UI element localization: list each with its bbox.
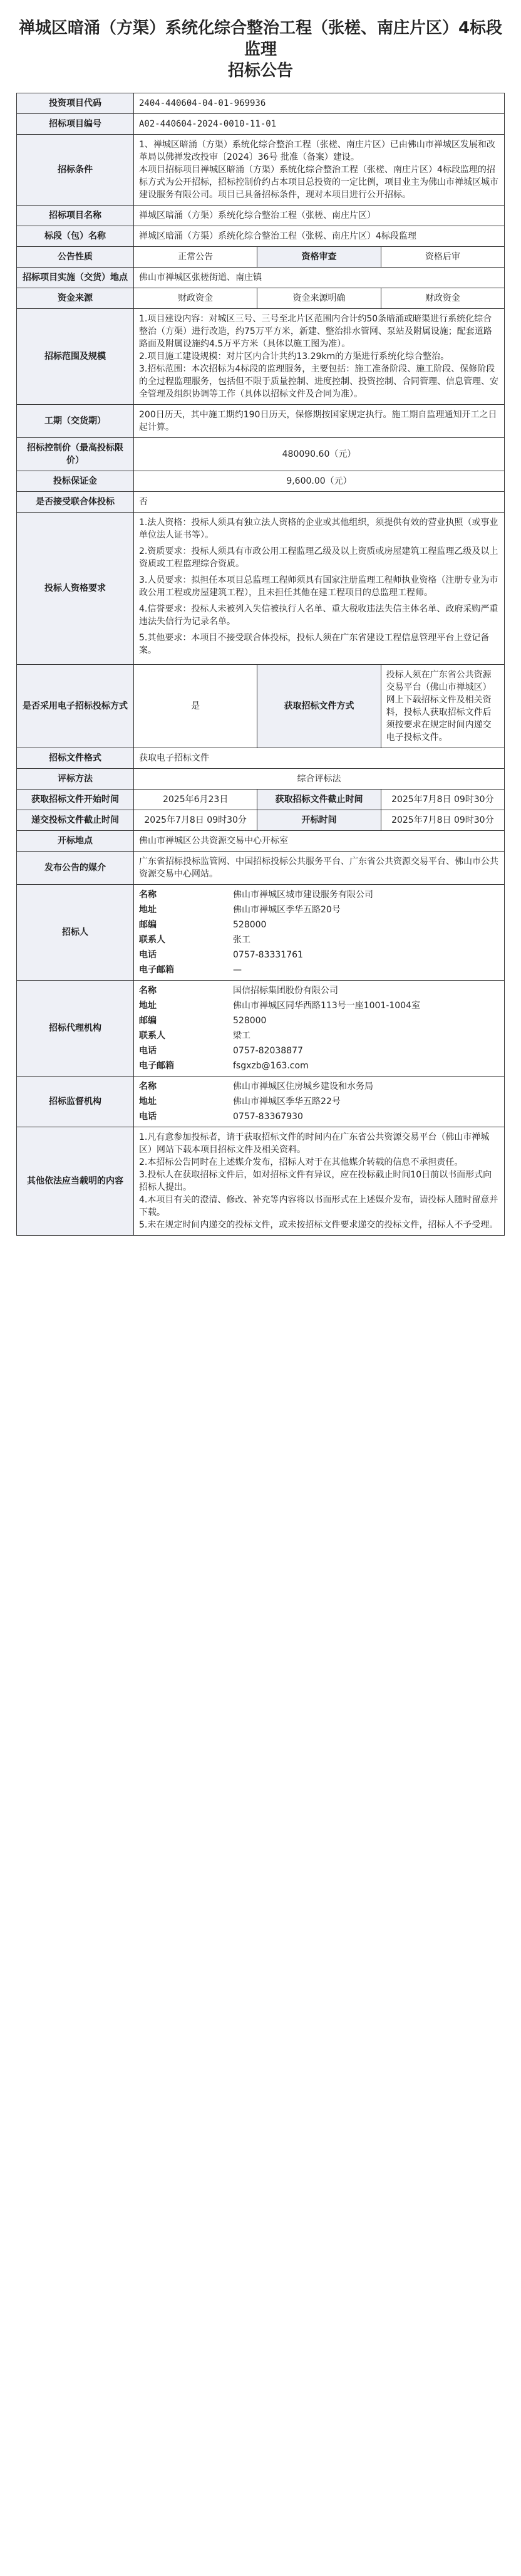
value-notice-type: 正常公告 — [134, 247, 257, 268]
label-electronic: 是否采用电子招标投标方式 — [17, 665, 134, 748]
label-doc-format: 招标文件格式 — [17, 748, 134, 769]
label-opening-location: 开标地点 — [17, 831, 134, 852]
label-bidder-requirements: 投标人资格要求 — [17, 513, 134, 665]
label-project-code: 投资项目代码 — [17, 93, 134, 114]
tenderer-address: 佛山市禅城区季华五路20号 — [233, 905, 341, 915]
value-consortium: 否 — [134, 492, 505, 513]
notice-title-line2: 招标公告 — [227, 61, 293, 80]
notice-page — [16, 0, 505, 1236]
supervision-address: 佛山市禅城区季华五路22号 — [233, 1097, 341, 1107]
value-opening-time: 2025年7月8日 09时30分 — [381, 810, 504, 831]
tenderer-block: 名称 佛山市禅城区城市建设服务有限公司 地址 佛山市禅城区季华五路20号 邮编 528000 联系人 张工 电话 0757-83331761 电子邮箱 — — [134, 885, 505, 981]
supervision-phone: 0757-83367930 — [233, 1112, 303, 1122]
label-deposit: 投标保证金 — [17, 471, 134, 492]
value-fund-source-1: 财政资金 — [134, 288, 257, 309]
value-submission: 2025年7月8日 09时30分 — [134, 810, 257, 831]
tenderer-email: — — [233, 965, 242, 975]
bidder-requirement-item: 5.其他要求：本项目不接受联合体投标，投标人须在广东省建设工程信息管理平台上登记备案。 — [139, 633, 490, 655]
label-tender-location: 招标项目实施（交货）地点 — [17, 268, 134, 288]
value-other: 1.凡有意参加投标者，请于获取招标文件的时间内在广东省公共资源交易平台（佛山市禅城区）网站下载本项目招标文件及相关资料。 2.本招标公告同时在上述媒介发布，招标人对于在其他媒介转载的信息不承担责任。 3.投标人在获取招标文件后，如对招标文件有异议，应在投标截止时间10日前以书面形式向招标人提出。 4.本项目有关的澄清、修改、补充等内容将以书面形式在上述媒介发布，请投标人随时留意并下载。 5.未在规定时间内递交的投标文件，或未按招标文件要求递交的投标文件，招标人不予受理。 — [134, 1127, 505, 1236]
value-tender-code: A02-440604-2024-0010-11-01 — [134, 114, 505, 135]
value-doc-access: 投标人须在广东省公共资源交易平台（佛山市禅城区）网上下载招标文件及相关资料，投标人获取招标文件后须按要求在规定时间内递交电子投标文件。 — [381, 665, 504, 748]
agency-block: 名称 国信招标集团股份有限公司 地址 佛山市禅城区同华西路113号一座1001-1004室 邮编 528000 联系人 梁工 电话 0757-82038877 电子邮箱 fsgxzb@163.com — [134, 981, 505, 1077]
label-doc-access: 获取招标文件方式 — [257, 665, 381, 748]
label-notice-type: 公告性质 — [17, 247, 134, 268]
value-electronic: 是 — [134, 665, 257, 748]
agency-email: fsgxzb@163.com — [233, 1061, 309, 1071]
label-other: 其他依法应当载明的内容 — [17, 1127, 134, 1236]
label-doc-start: 获取招标文件开始时间 — [17, 790, 134, 810]
label-scope: 招标范围及规模 — [17, 309, 134, 405]
agency-postcode: 528000 — [233, 1016, 267, 1026]
label-notice-media: 发布公告的媒介 — [17, 852, 134, 885]
bidder-requirement-item: 2.资质要求：投标人须具有市政公用工程监理乙级及以上资质或房屋建筑工程监理乙级及以上资质或工程监理综合资质。 — [139, 546, 498, 569]
value-project-code: 2404-440604-04-01-969936 — [134, 93, 505, 114]
label-eval-method: 评标方法 — [17, 769, 134, 790]
value-segment-name: 禅城区暗涌（方渠）系统化综合整治工程（张槎、南庄片区）4标段监理 — [134, 226, 505, 247]
label-opening-time: 开标时间 — [257, 810, 381, 831]
value-scope: 1.项目建设内容：对城区三号、三号至北片区范围内合计约50条暗涌或暗渠进行系统化综合整治（方渠）进行改造，约75万平方米，新建、整治排水管网、泵站及附属设施；配套道路路面及附属设施约4.5万平方米（具体以施工图为准）。 2.项目施工建设规模：对片区内合计共约13.29km的方渠进行系统化综合整治。 3.招标范围：本次招标为4标段的监理服务，主要包括：施工准备阶段、施工阶段、保修阶段的全过程监理服务，包括但不限于质量控制、进度控制、投资控制、合同管理、信息管理、安全管理及组织协调等工作（具体以招标文件及合同为准）。 — [134, 309, 505, 405]
notice-title — [16, 18, 505, 81]
supervision-block: 名称 佛山市禅城区住房城乡建设和水务局 地址 佛山市禅城区季华五路22号 电话 0757-83367930 — [134, 1077, 505, 1127]
value-doc-end: 2025年7月8日 09时30分 — [381, 790, 504, 810]
value-tender-location: 佛山市禅城区张槎街道、南庄镇 — [134, 268, 505, 288]
value-deposit: 9,600.00（元） — [134, 471, 505, 492]
agency-name: 国信招标集团股份有限公司 — [233, 986, 338, 996]
label-tenderer: 招标人 — [17, 885, 134, 981]
label-qualification: 资格审查 — [257, 247, 381, 268]
label-tender-conditions: 招标条件 — [17, 135, 134, 206]
tenderer-postcode: 528000 — [233, 920, 267, 930]
label-tender-code: 招标项目编号 — [17, 114, 134, 135]
value-plan-start: 200日历天，其中施工期约190日历天，保修期按国家规定执行。施工期自监理通知开工之日起计算。 — [134, 405, 505, 438]
tenderer-phone: 0757-83331761 — [233, 950, 303, 960]
label-control-price: 招标控制价（最高投标限价） — [17, 438, 134, 471]
label-project-name: 招标项目名称 — [17, 206, 134, 226]
label-agency: 招标代理机构 — [17, 981, 134, 1077]
value-fund-source-3: 财政资金 — [381, 288, 504, 309]
value-notice-media: 广东省招标投标监管网、中国招标投标公共服务平台、广东省公共资源交易平台、佛山市公共资源交易中心网站。 — [134, 852, 505, 885]
label-plan-start: 工期（交货期） — [17, 405, 134, 438]
label-consortium: 是否接受联合体投标 — [17, 492, 134, 513]
value-opening-location: 佛山市禅城区公共资源交易中心开标室 — [134, 831, 505, 852]
tenderer-contact: 张工 — [233, 935, 250, 945]
agency-phone: 0757-82038877 — [233, 1046, 303, 1056]
value-doc-start: 2025年6月23日 — [134, 790, 257, 810]
bidder-requirement-item: 1.法人资格：投标人须具有独立法人资格的企业或其他组织，须提供有效的营业执照（或事业单位法人证书等）。 — [139, 518, 498, 540]
label-segment-name: 标段（包）名称 — [17, 226, 134, 247]
label-fund-source: 资金来源 — [17, 288, 134, 309]
bidder-requirement-item: 3.人员要求：拟担任本项目总监理工程师须具有国家注册监理工程师执业资格（注册专业为市政公用工程或房屋建筑工程），且未担任其他在建工程项目的总监理工程师。 — [139, 575, 498, 598]
agency-address: 佛山市禅城区同华西路113号一座1001-1004室 — [233, 1001, 421, 1011]
bidder-requirements-list — [134, 513, 505, 665]
notice-title-line1: 禅城区暗涌（方渠）系统化综合整治工程（张槎、南庄片区）4标段监理 — [18, 19, 503, 59]
bidder-requirement-item: 4.信誉要求：投标人未被列入失信被执行人名单、重大税收违法失信主体名单、政府采购严重违法失信行为记录名单。 — [139, 604, 498, 627]
label-doc-end: 获取招标文件截止时间 — [257, 790, 381, 810]
label-submission: 递交投标文件截止时间 — [17, 810, 134, 831]
value-qualification: 资格后审 — [381, 247, 504, 268]
value-tender-conditions: 1、禅城区暗涌（方渠）系统化综合整治工程（张槎、南庄片区）已由佛山市禅城区发展和改革局以佛禅发改投审〔2024〕36号 批准（备案）建设。 本项目招标项目禅城区暗涌（方渠）系统化综合整治工程（张槎、南庄片区）4标段监理的招标方式为公开招标，招标控制价约占本项目总投资的一定比例，项目业主为佛山市禅城区城市建设服务有限公司。项目已具备招标条件，现对本项目进行公开招标。 — [134, 135, 505, 206]
value-fund-source-2: 资金来源明确 — [257, 288, 381, 309]
value-control-price: 480090.60（元） — [134, 438, 505, 471]
label-supervision: 招标监督机构 — [17, 1077, 134, 1127]
value-eval-method: 综合评标法 — [134, 769, 505, 790]
agency-contact: 梁工 — [233, 1031, 250, 1041]
value-doc-format: 获取电子招标文件 — [134, 748, 505, 769]
notice-table — [16, 93, 505, 1236]
supervision-name: 佛山市禅城区住房城乡建设和水务局 — [233, 1082, 373, 1092]
tenderer-name: 佛山市禅城区城市建设服务有限公司 — [233, 890, 373, 900]
value-project-name: 禅城区暗涌（方渠）系统化综合整治工程（张槎、南庄片区） — [134, 206, 505, 226]
